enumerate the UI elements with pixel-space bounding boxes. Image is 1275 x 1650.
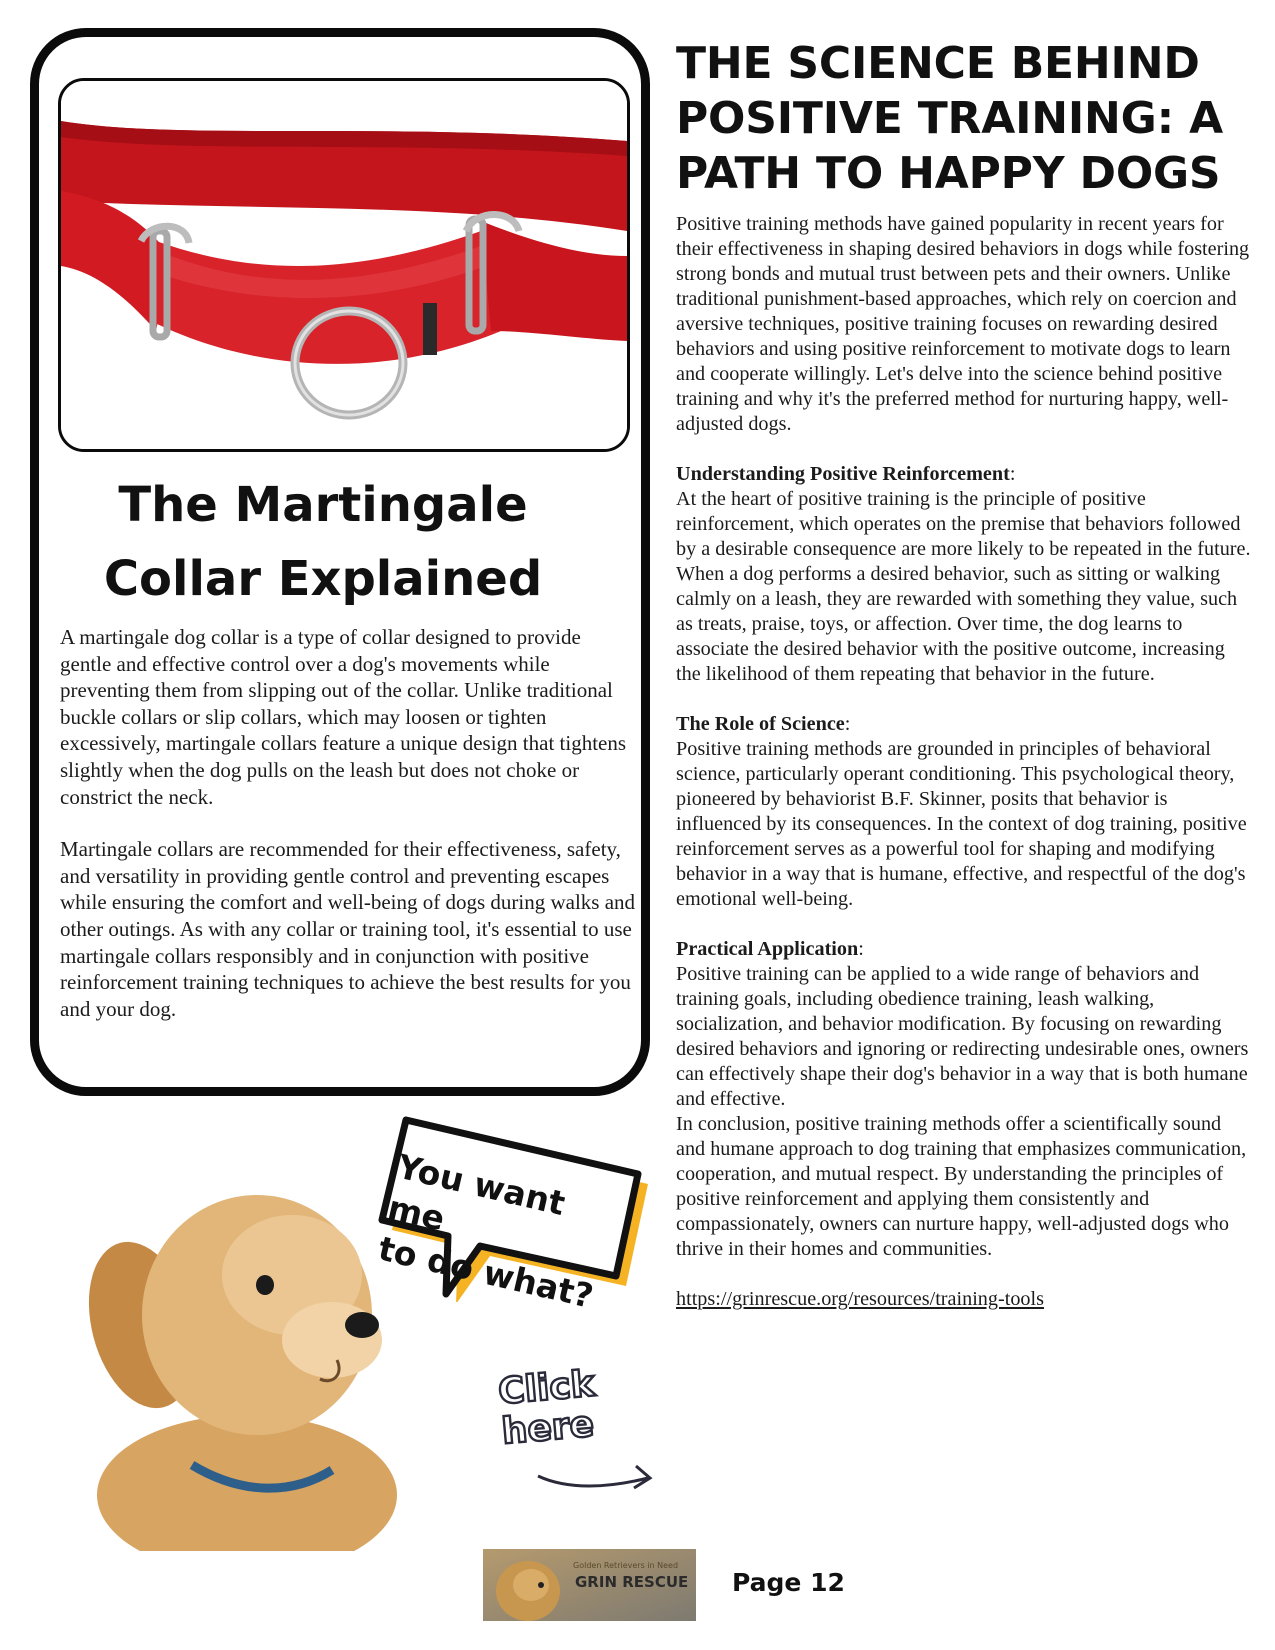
article-title: THE SCIENCE BEHIND POSITIVE TRAINING: A PATH TO HAPPY DOGS bbox=[676, 38, 1223, 199]
article-intro: Positive training methods have gained popularity in recent years for their effectiveness in shaping desired behaviors in dogs while fostering strong bonds and mutual trust between pets and their owners. Unlike traditional punishment-based approaches, which rely on coercion and aversive techniques, positive training focuses on rewarding desired behaviors and using positive reinforcement to motivate dogs to learn and cooperate willingly. Let's delve into the science behind positive training and why it's the preferred method for nurturing happy, well-adjusted dogs. bbox=[676, 213, 1250, 435]
section1-heading: Understanding Positive Reinforcement bbox=[676, 463, 1010, 485]
section-heading-application bbox=[676, 937, 1251, 962]
section3-body: Positive training can be applied to a wide range of behaviors and training goals, including obedience training, leash walking, socialization, and behavior modification. By focusing on rewarding desired behaviors and ignoring or redirecting undesirable ones, owners can effectively shape their dog's behavior in a way that is both humane and effective. bbox=[676, 963, 1249, 1110]
section-heading-reinforcement bbox=[676, 462, 1251, 487]
page-number: Page 12 bbox=[732, 1568, 845, 1597]
click-here-label[interactable]: Click here bbox=[496, 1363, 597, 1453]
card-body bbox=[60, 624, 636, 1048]
card-paragraph: Martingale collars are recommended for their effectiveness, safety, and versatility in providing gentle control and preventing escapes while ensuring the comfort and well-being of dogs during walks and other outings. As with any collar or training tool, it's essential to use martingale collars responsibly and in conjunction with positive reinforcement training techniques to achieve the best results for you and your dog. bbox=[60, 837, 636, 1021]
card-title-line1: The Martingale bbox=[118, 477, 528, 533]
click-here-arrow-icon[interactable] bbox=[498, 1368, 658, 1496]
section-heading-science bbox=[676, 712, 1251, 737]
martingale-collar-image bbox=[61, 81, 627, 449]
logo-name: GRIN RESCUE bbox=[575, 1573, 689, 1591]
collar-photo bbox=[58, 78, 630, 452]
card-paragraph: A martingale dog collar is a type of collar designed to provide gentle and effective control over a dog's movements while preventing them from slipping out of the collar. Unlike traditional buckle collars or slip collars, which may loosen or tighten excessively, martingale collars feature a unique design that tightens slightly when the dog pulls on the leash but does not choke or constrict the neck. bbox=[60, 625, 627, 809]
colon: : bbox=[844, 713, 851, 735]
golden-retriever-puppy-image bbox=[82, 1165, 412, 1551]
section3-heading: Practical Application bbox=[676, 938, 859, 960]
section2-body: Positive training methods are grounded in principles of behavioral science, particularly operant conditioning. This psychological theory, pioneered by behaviorist B.F. Skinner, posits that behavior is influenced by its consequences. In the context of dog training, positive reinforcement serves as a powerful tool for shaping and modifying behavior in a way that is humane, effective, and respectful of the dog's emotional well-being. bbox=[676, 738, 1247, 910]
conclusion: In conclusion, positive training methods offer a scientifically sound and humane approach to dog training that emphasizes communication, cooperation, and mutual respect. By understanding the principles of positive reinforcement and applying them consistently and compassionately, owners can nurture happy, well-adjusted dogs who thrive in their homes and communities. bbox=[676, 1113, 1247, 1260]
logo-tagline: Golden Retrievers in Need bbox=[573, 1561, 679, 1570]
colon: : bbox=[1009, 463, 1016, 485]
section2-heading: The Role of Science bbox=[676, 713, 845, 735]
grin-rescue-logo[interactable] bbox=[483, 1549, 696, 1621]
card-title bbox=[58, 468, 588, 616]
article-body bbox=[676, 212, 1251, 1312]
section1-body: At the heart of positive training is the principle of positive reinforcement, which operates on the premise that behaviors followed by a desirable consequence are more likely to be repeated in the future. When a dog performs a desired behavior, such as sitting or walking calmly on a leash, they are rewarded with something they value, such as treats, praise, toys, or affection. Over time, the dog learns to associate the desired behavior with the positive outcome, increasing the likelihood of them repeating that behavior in the future. bbox=[676, 488, 1251, 685]
colon: : bbox=[858, 938, 864, 960]
card-title-line2: Collar Explained bbox=[103, 551, 543, 607]
training-tools-link[interactable]: https://grinrescue.org/resources/training-tools bbox=[676, 1288, 1044, 1310]
speech-bubble-text: You want me to do what? bbox=[374, 1146, 597, 1316]
